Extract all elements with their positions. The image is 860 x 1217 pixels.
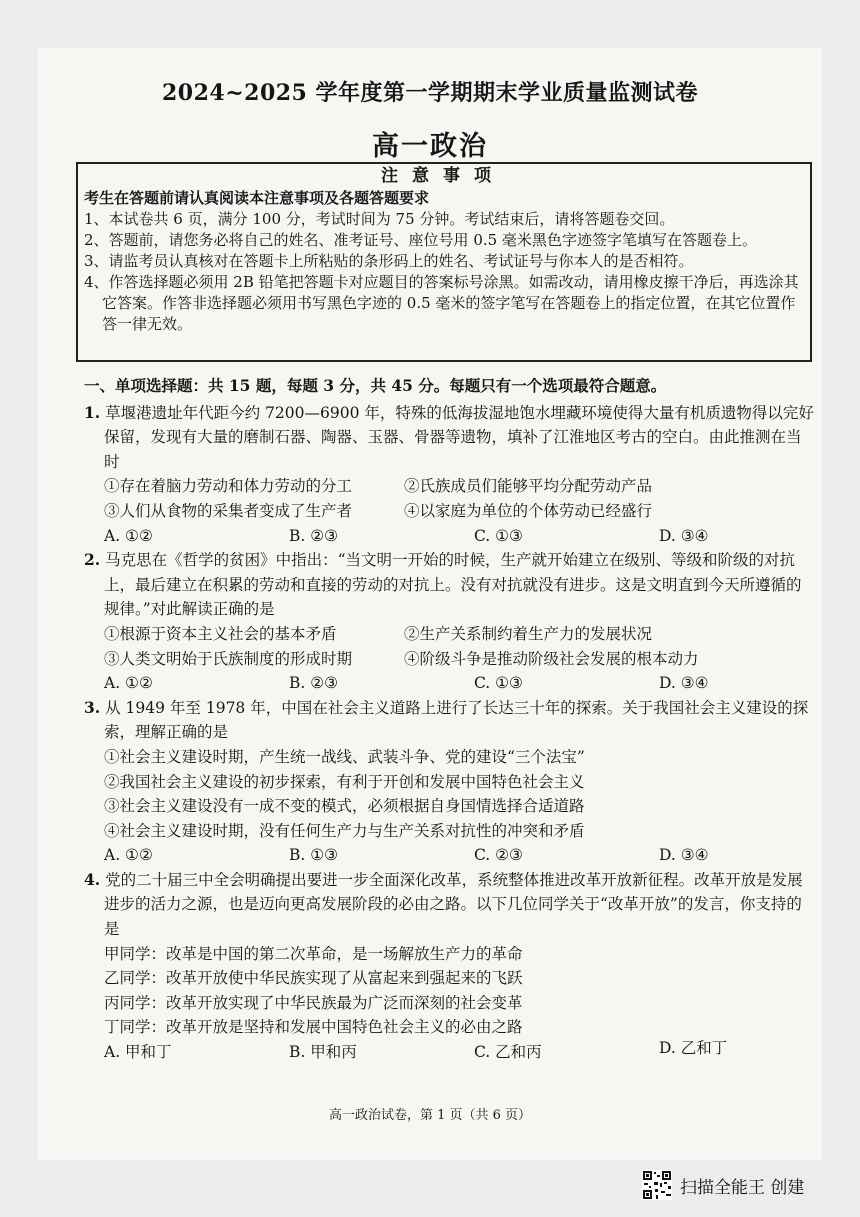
option-list xyxy=(84,843,814,868)
option-c: C. ①③ xyxy=(474,526,523,545)
statement: 甲同学：改革是中国的第二次革命，是一场解放生产力的革命 xyxy=(104,944,523,963)
option-c: C. 乙和丙 xyxy=(474,1043,542,1062)
option-d: D. ③④ xyxy=(659,526,709,545)
statement: ②氏族成员们能够平均分配劳动产品 xyxy=(404,477,653,496)
question-text: 党的二十届三中全会明确提出要进一步全面深化改革，系统整体推进改革开放新征程。改革开放是发展进步的活力之源，也是迈向更高发展阶段的必由之路。以下几位同学关于“改革开放”的发言，你支持的是 xyxy=(104,870,803,939)
option-a: A. ①② xyxy=(104,674,153,693)
question-text: 草堰港遗址年代距今约 7200—6900 年，特殊的低海拔湿地饱水埋藏环境使得大量有机质遗物得以完好保留，发现有大量的磨制石器、陶器、玉器、骨器等遗物，填补了江淮地区考古的空白。由此推测在当时 xyxy=(104,403,814,471)
question-4 xyxy=(84,868,814,1065)
statement-list xyxy=(84,745,814,843)
statement: ③人们从食物的采集者变成了生产者 xyxy=(104,501,353,520)
statement-list xyxy=(84,474,814,523)
statement: ③人类文明始于氏族制度的形成时期 xyxy=(104,649,353,668)
option-a: A. 甲和丁 xyxy=(104,1043,172,1062)
option-c: C. ①③ xyxy=(474,674,523,693)
option-b: B. ②③ xyxy=(289,674,339,693)
question-3 xyxy=(84,696,814,868)
question-number: 3. xyxy=(84,697,101,717)
scanner-watermark xyxy=(642,1168,804,1202)
statement: 丙同学：改革开放实现了中华民族最为广泛而深刻的社会变革 xyxy=(104,993,523,1012)
question-stem xyxy=(84,401,814,475)
option-a: A. ①② xyxy=(104,846,153,865)
notice-item: 3、请监考员认真核对在答题卡上所粘贴的条形码上的姓名、考试证号与你本人的是否相符。 xyxy=(84,252,694,270)
exam-page xyxy=(38,48,822,1160)
question-text: 从 1949 年至 1978 年，中国在社会主义道路上进行了长达三十年的探索。关于我国社会主义建设的探索，理解正确的是 xyxy=(104,698,809,742)
statement: ④阶级斗争是推动阶级社会发展的根本动力 xyxy=(404,649,699,668)
question-number: 1. xyxy=(84,402,101,422)
notice-lead: 考生在答题前请认真阅读本注意事项及各题答题要求 xyxy=(84,189,430,207)
statement: ③社会主义建设没有一成不变的模式，必须根据自身国情选择合适道路 xyxy=(104,797,585,816)
question-number: 2. xyxy=(84,550,101,570)
option-a: A. ①② xyxy=(104,526,153,545)
option-c: C. ②③ xyxy=(474,846,523,865)
option-d: D. ③④ xyxy=(659,674,709,693)
question-stem xyxy=(84,696,814,745)
question-stem xyxy=(84,868,814,942)
statement-list xyxy=(84,942,814,1040)
option-d: D. 乙和丁 xyxy=(659,1039,728,1058)
option-d: D. ③④ xyxy=(659,846,709,865)
option-b: B. ①③ xyxy=(289,846,339,865)
statement: ①社会主义建设时期，产生统一战线、武装斗争、党的建设“三个法宝” xyxy=(104,747,585,766)
question-text: 马克思在《哲学的贫困》中指出：“当文明一开始的时候，生产就开始建立在级别、等级和阶级的对抗上，最后建立在积累的劳动和直接的劳动的对抗上。没有对抗就没有进步。这是文明直到今天所遵循的规律。”对此解读正确的是 xyxy=(104,551,802,619)
section-heading: 一、单项选择题：共 15 题，每题 3 分，共 45 分。每题只有一个选项最符合题意。 xyxy=(84,376,667,395)
statement: 丁同学：改革开放是坚持和发展中国特色社会主义的必由之路 xyxy=(104,1018,523,1037)
statement: ①存在着脑力劳动和体力劳动的分工 xyxy=(104,477,353,496)
option-list xyxy=(84,1040,814,1065)
question-number: 4. xyxy=(84,869,101,889)
exam-subject: 高一政治 xyxy=(372,131,488,162)
option-b: B. 甲和丙 xyxy=(289,1043,357,1062)
statement: ②生产关系制约着生产力的发展状况 xyxy=(404,624,653,643)
page-footer: 高一政治试卷，第 1 页（共 6 页） xyxy=(328,1108,532,1123)
questions-area xyxy=(84,374,814,1065)
notice-heading: 注意事项 xyxy=(381,166,505,186)
statement: ④以家庭为单位的个体劳动已经盛行 xyxy=(404,501,653,520)
question-2 xyxy=(84,548,814,696)
qr-code-icon xyxy=(642,1170,672,1200)
statement-list xyxy=(84,622,814,671)
statement: 乙同学：改革开放使中华民族实现了从富起来到强起来的飞跃 xyxy=(104,969,523,988)
scanner-label: 扫描全能王 创建 xyxy=(680,1177,805,1198)
statement: ①根源于资本主义社会的基本矛盾 xyxy=(104,624,337,643)
statement: ②我国社会主义建设的初步探索，有利于开创和发展中国特色社会主义 xyxy=(104,772,585,791)
statement: ④社会主义建设时期，没有任何生产力与生产关系对抗性的冲突和矛盾 xyxy=(104,821,585,840)
question-1 xyxy=(84,401,814,549)
notice-item: 4、作答选择题必须用 2B 铅笔把答题卡对应题目的答案标号涂黑。如需改动，请用橡皮擦干净后，再选涂其它答案。作答非选择题必须用书写黑色字迹的 0.5 毫米的签字笔写在答题卷上的指定位置，在其它位置作答一律无效。 xyxy=(84,273,799,333)
exam-title: 2024~2025 学年度第一学期期末学业质量监测试卷 xyxy=(161,80,699,106)
notice-box xyxy=(76,162,812,362)
option-b: B. ②③ xyxy=(289,526,339,545)
notice-item: 2、答题前，请您务必将自己的姓名、准考证号、座位号用 0.5 毫米黑色字迹签字笔填写在答题卷上。 xyxy=(84,231,757,249)
question-stem xyxy=(84,548,814,622)
option-list xyxy=(84,524,814,549)
notice-item: 1、本试卷共 6 页，满分 100 分，考试时间为 75 分钟。考试结束后，请将答题卷交回。 xyxy=(84,210,675,228)
option-list xyxy=(84,671,814,696)
